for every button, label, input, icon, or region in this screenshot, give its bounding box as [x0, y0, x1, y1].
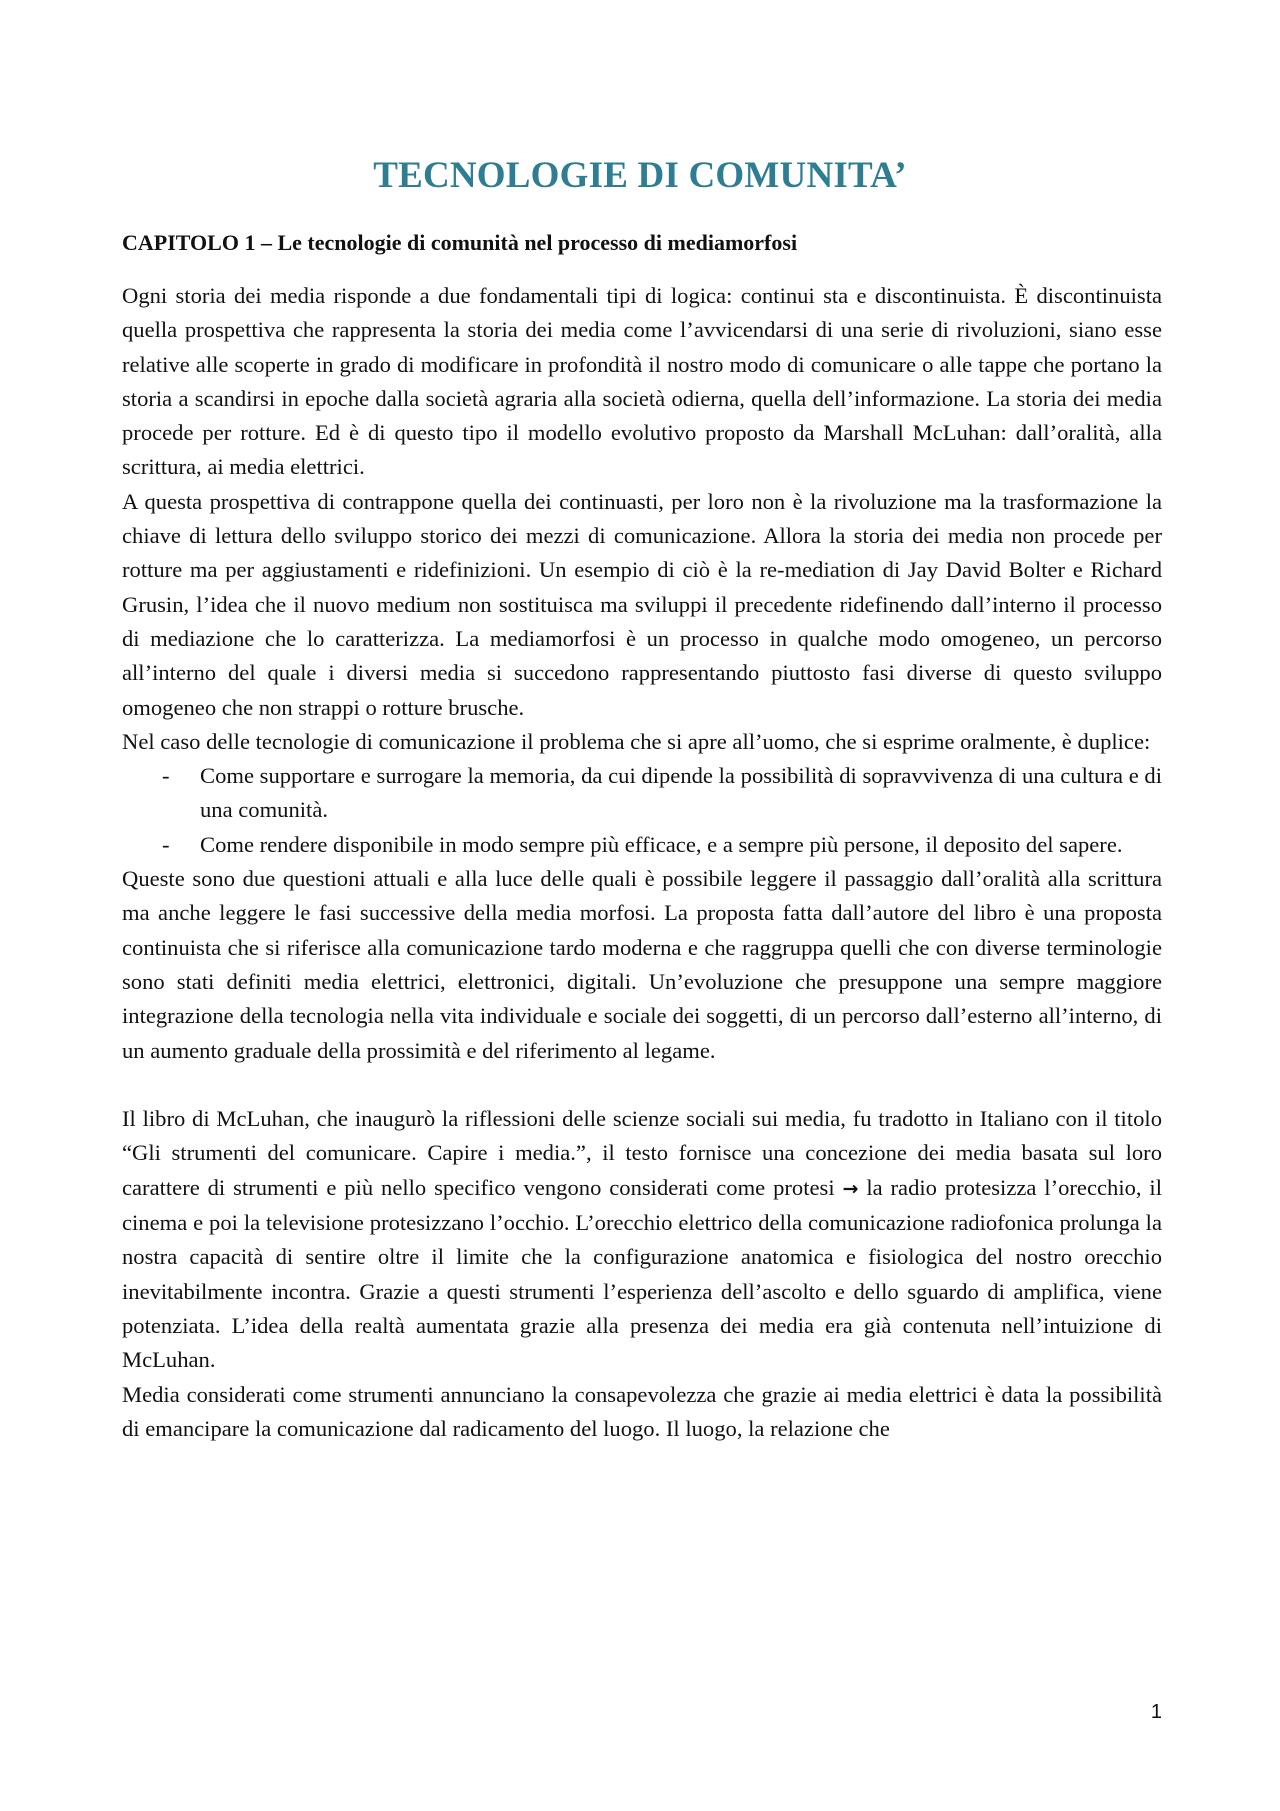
bullet-marker: -: [162, 831, 170, 857]
list-item-text: Come rendere disponibile in modo sempre più efficace, e a sempre più persone, il deposito del sapere.: [200, 831, 1123, 857]
bullet-list: [122, 759, 1162, 862]
list-item: [122, 828, 1162, 862]
paragraph-5-text-b: la radio protesizza l’orecchio, il cinema e poi la televisione protesizzano l’occhio. L’orecchio elettrico della comunicazione radiofonica prolunga la nostra capacità di sentire oltre il limite che la configurazione anatomica e fisiologica del nostro orecchio inevitabilmente incontra. Grazie a questi strumenti l’esperienza dell’ascolto e dello sguardo di amplifica, viene potenziata. L’idea della realtà aumentata grazie alla presenza dei media era già contenuta nell’intuizione di McLuhan.: [122, 1174, 1162, 1373]
page-number: 1: [1150, 1701, 1162, 1723]
document-title: TECNOLOGIE DI COMUNITA’: [373, 155, 907, 196]
list-item-text: Come supportare e surrogare la memoria, da cui dipende la possibilità di sopravvivenza di una cultura e di una comunità.: [200, 763, 1162, 823]
document-body: [122, 279, 1162, 1446]
bullet-marker: -: [162, 763, 170, 789]
right-arrow-icon: →: [842, 1177, 859, 1200]
paragraph-5: [122, 1102, 1162, 1377]
paragraph-4: Queste sono due questioni attuali e alla luce delle quali è possibile leggere il passaggio dall’oralità alla scrittura ma anche leggere le fasi successive della media morfosi. La proposta fatta dall’autore del libro è una proposta continuista che si riferisce alla comunicazione tardo moderna e che raggruppa quelli che con diverse terminologie sono stati definiti media elettrici, elettronici, digitali. Un’evoluzione che presuppone una sempre maggiore integrazione della tecnologia nella vita individuale e sociale dei soggetti, di un percorso dall’esterno all’interno, di un aumento graduale della prossimità e del riferimento al legame.: [122, 866, 1162, 1063]
paragraph-1: Ogni storia dei media risponde a due fondamentali tipi di logica: continui sta e discontinuista. È discontinuista quella prospettiva che rappresenta la storia dei media come l’avvicendarsi di una serie di rivoluzioni, siano esse relative alle scoperte in grado di modificare in profondità il nostro modo di comunicare o alle tappe che portano la storia a scandirsi in epoche dalla società agraria alla società odierna, quella dell’informazione. La storia dei media procede per rotture. Ed è di questo tipo il modello evolutivo proposto da Marshall McLuhan: dall’oralità, alla scrittura, ai media elettrici.: [122, 283, 1162, 480]
paragraph-6: Media considerati come strumenti annunciano la consapevolezza che grazie ai media elettrici è data la possibilità di emancipare la comunicazione dal radicamento del luogo. Il luogo, la relazione che: [122, 1381, 1162, 1441]
paragraph-5-text-a: Il libro di McLuhan, che inaugurò la riflessioni delle scienze sociali sui media, fu tradotto in Italiano con il titolo “Gli strumenti del comunicare. Capire i media.”, il testo fornisce una concezione dei media basata sul loro carattere di strumenti e più nello specifico vengono considerati come protesi: [122, 1106, 1162, 1200]
list-item: [122, 759, 1162, 828]
paragraph-2: A questa prospettiva di contrappone quella dei continuasti, per loro non è la rivoluzione ma la trasformazione la chiave di lettura dello sviluppo storico dei mezzi di comunicazione. Allora la storia dei media non procede per rotture ma per aggiustamenti e ridefinizioni. Un esempio di ciò è la re-mediation di Jay David Bolter e Richard Grusin, l’idea che il nuovo medium non sostituisca ma sviluppi il precedente ridefinendo dall’interno il processo di mediazione che lo caratterizza. La mediamorfosi è un processo in qualche modo omogeneo, un percorso all’interno del quale i diversi media si succedono rappresentando piuttosto fasi diverse di questo sviluppo omogeneo che non strappi o rotture brusche.: [122, 488, 1162, 720]
chapter-heading: CAPITOLO 1 – Le tecnologie di comunità nel processo di mediamorfosi: [122, 230, 798, 255]
paragraph-spacer: [122, 1068, 1162, 1102]
paragraph-3: Nel caso delle tecnologie di comunicazione il problema che si apre all’uomo, che si esprime oralmente, è duplice:: [122, 728, 1151, 754]
